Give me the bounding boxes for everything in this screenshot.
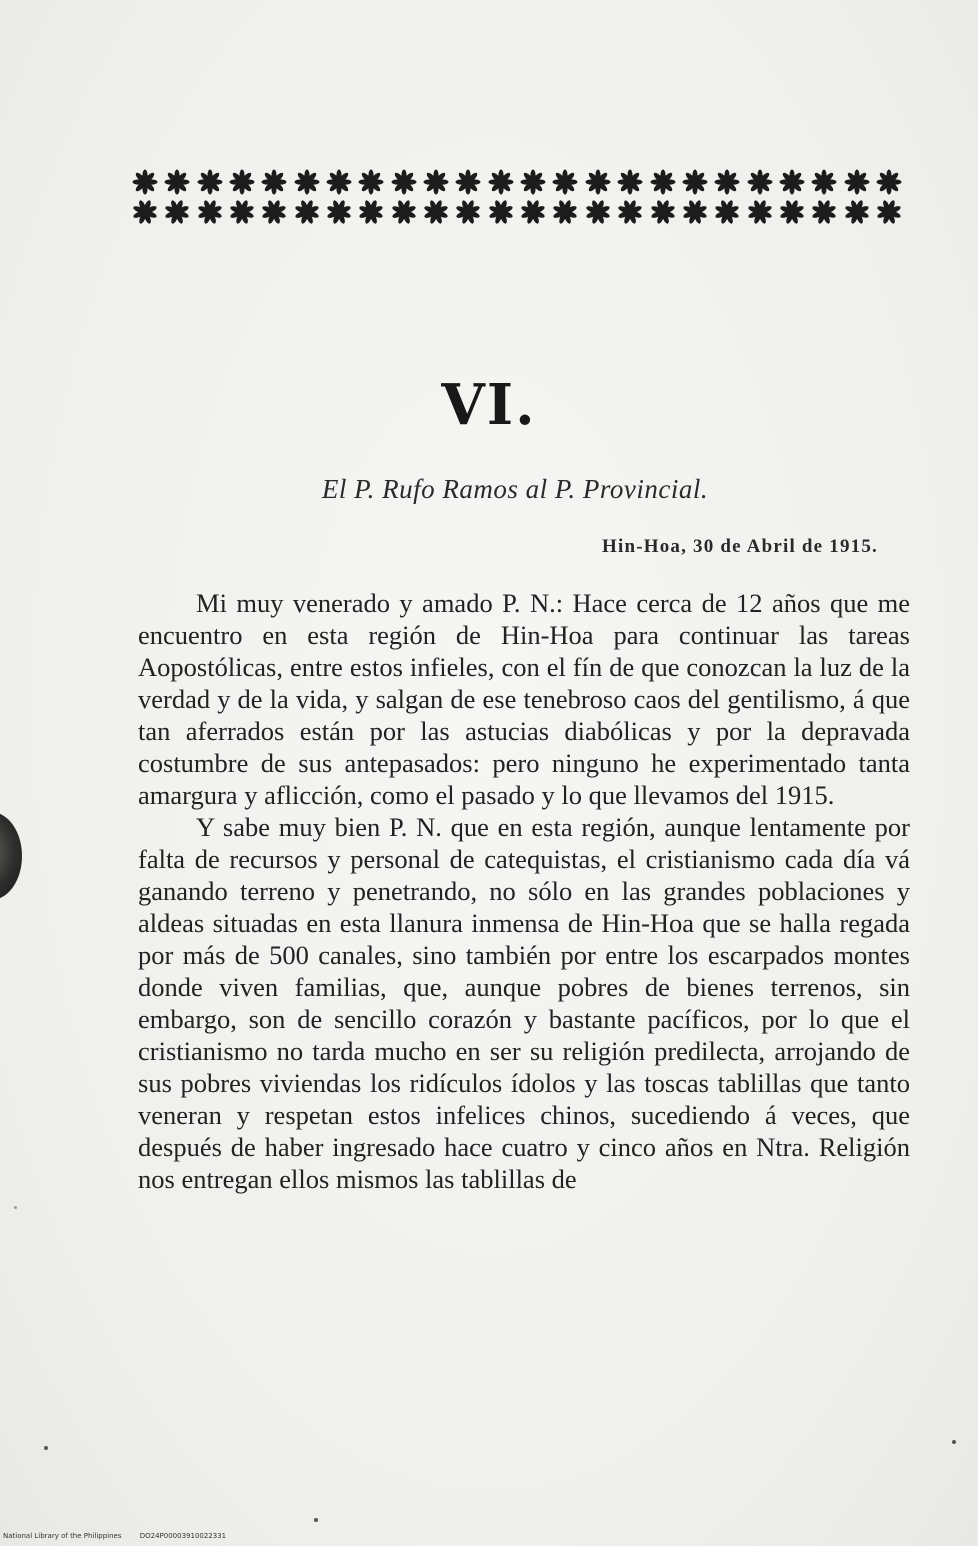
asterisk-flower-icon [294, 199, 320, 225]
paragraph-2: Y sabe muy bien P. N. que en esta región, aunque lentamente por falta de recursos y personal de catequistas, el cristianismo cada día vá ganando terreno y penetrando, no sólo en las grandes poblaciones y aldeas situadas en esta llanura inmensa de Hin-Hoa que se halla regada por más de 500 canales, sino también por entre los escarpados montes donde viven familias, que, aunque pobres de bienes terrenos, sin embargo, son de sencillo corazón y bastante pacíficos, por lo que el cristianismo no tarda mucho en ser su religión predilecta, arrojando de sus pobres viviendas los ridículos ídolos y las toscas tablillas que tanto veneran y respetan estos infelices chinos, sucediendo á veces, que después de haber ingresado hace cuatro y cinco años en Ntra. Religión nos entregan ellos mismos las tablillas de [138, 812, 910, 1194]
asterisk-flower-icon [682, 199, 708, 225]
asterisk-flower-icon [423, 169, 449, 195]
asterisk-flower-icon [197, 169, 223, 195]
asterisk-flower-icon [391, 169, 417, 195]
letter-dateline: Hin-Hoa, 30 de Abril de 1915. [601, 536, 878, 557]
asterisk-flower-icon [585, 199, 611, 225]
dust-speck [314, 1518, 318, 1522]
asterisk-flower-icon [617, 169, 643, 195]
asterisk-flower-icon [391, 199, 417, 225]
asterisk-flower-icon [876, 199, 902, 225]
footer-library: National Library of the Philippines [3, 1532, 122, 1540]
dust-speck [14, 1206, 17, 1209]
dust-speck [44, 1446, 48, 1450]
asterisk-flower-icon [294, 169, 320, 195]
letter-body [138, 587, 910, 1195]
asterisk-flower-icon [714, 199, 740, 225]
decorative-ornament-band [132, 168, 902, 226]
asterisk-flower-icon [423, 199, 449, 225]
asterisk-flower-icon [358, 169, 384, 195]
asterisk-flower-icon [261, 169, 287, 195]
asterisk-flower-icon [229, 169, 255, 195]
asterisk-flower-icon [488, 199, 514, 225]
asterisk-flower-icon [488, 169, 514, 195]
ornament-row-top [132, 168, 902, 196]
asterisk-flower-icon [682, 169, 708, 195]
asterisk-flower-icon [520, 169, 546, 195]
asterisk-flower-icon [747, 199, 773, 225]
paragraph-1: Mi muy venerado y amado P. N.: Hace cerca de 12 años que me encuentro en esta región de Hin-Hoa para continuar las tareas Aopostólicas, entre estos infieles, con el fín de que conozcan la luz de la verdad y de la vida, y salgan de ese tenebroso caos del gentilismo, á que tan aferrados están por las astucias diabólicas y por la depravada costumbre de sus antepasados: pero ninguno he experimentado tanta amargura y aflicción, como el pasado y lo que llevamos del 1915. [138, 588, 910, 810]
asterisk-flower-icon [747, 169, 773, 195]
asterisk-flower-icon [811, 169, 837, 195]
asterisk-flower-icon [552, 199, 578, 225]
asterisk-flower-icon [779, 199, 805, 225]
asterisk-flower-icon [132, 199, 158, 225]
asterisk-flower-icon [811, 199, 837, 225]
asterisk-flower-icon [455, 199, 481, 225]
asterisk-flower-icon [261, 199, 287, 225]
dust-speck [952, 1440, 956, 1444]
asterisk-flower-icon [132, 169, 158, 195]
asterisk-flower-icon [164, 169, 190, 195]
footer-code: DO24P00003910022331 [139, 1532, 227, 1540]
ornament-row-bottom [132, 198, 902, 226]
asterisk-flower-icon [326, 199, 352, 225]
asterisk-flower-icon [358, 199, 384, 225]
asterisk-flower-icon [455, 169, 481, 195]
asterisk-flower-icon [876, 169, 902, 195]
asterisk-flower-icon [326, 169, 352, 195]
asterisk-flower-icon [650, 169, 676, 195]
scanner-thumb-shadow [0, 812, 22, 900]
asterisk-flower-icon [520, 199, 546, 225]
chapter-number: VI. [441, 372, 537, 438]
asterisk-flower-icon [229, 199, 255, 225]
asterisk-flower-icon [844, 169, 870, 195]
asterisk-flower-icon [714, 169, 740, 195]
chapter-subtitle: El P. Rufo Ramos al P. Provincial. [321, 474, 709, 504]
asterisk-flower-icon [844, 199, 870, 225]
asterisk-flower-icon [650, 199, 676, 225]
asterisk-flower-icon [552, 169, 578, 195]
asterisk-flower-icon [197, 199, 223, 225]
asterisk-flower-icon [164, 199, 190, 225]
asterisk-flower-icon [617, 199, 643, 225]
scan-footer [3, 1532, 226, 1540]
asterisk-flower-icon [585, 169, 611, 195]
asterisk-flower-icon [779, 169, 805, 195]
